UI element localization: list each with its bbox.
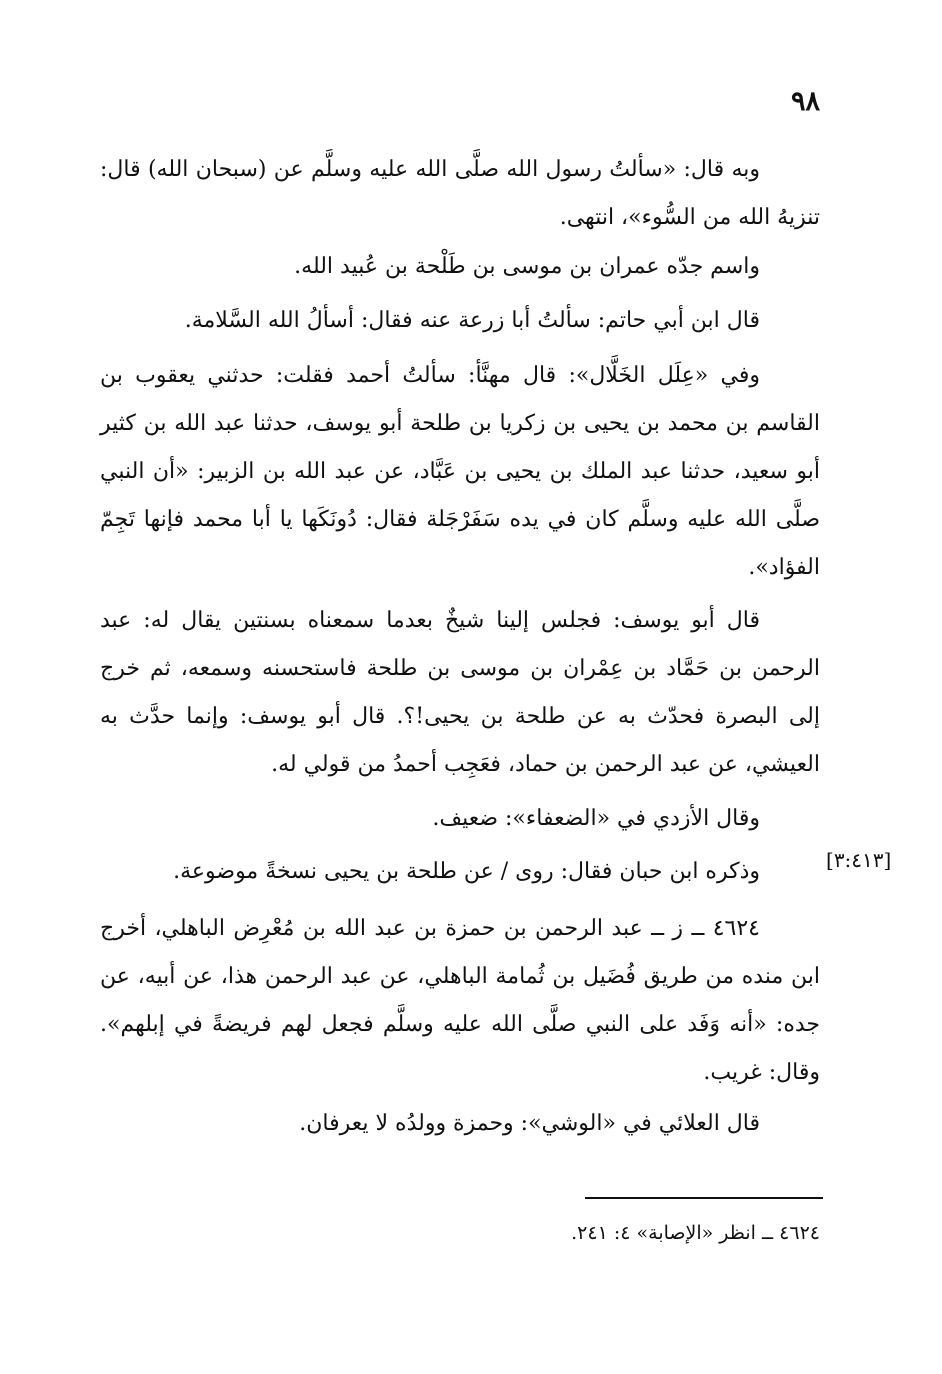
paragraph-9: قال العلائي في «الوشي»: وحمزة وولدُه لا يعرفان. [299,1111,760,1136]
paragraph-3: قال ابن أبي حاتم: سألتُ أبا زرعة عنه فقال: أسألُ الله السَّلامة. [184,308,760,333]
paragraph-2: واسم جدّه عمران بن موسى بن طَلْحة بن عُبيد الله. [294,254,760,279]
paragraph-6: وقال الأزدي في «الضعفاء»: ضعيف. [432,806,760,831]
paragraph-4: وفي «عِلَل الخَلَّال»: قال مهنَّأ: سألتُ أحمد فقلت: حدثني يعقوب بن القاسم بن محمد بن يحيى بن زكريا بن طلحة أبو يوسف، حدثنا عبد الله بن كثير أبو سعيد، حدثنا عبد الملك بن يحيى بن عَبَّاد، عن عبد الله بن الزبير: «أن النبي صلَّى الله عليه وسلَّم كان في يده سَفَرْجَلة فقال: دُونَكَها يا أبا محمد فإنها تَجِمّ الفؤاد». [100,363,820,580]
paragraph-8-entry-4624: ٤٦٢٤ ــ ز ــ عبد الرحمن بن حمزة بن عبد الله بن مُعْرِض الباهلي، أخرج ابن منده من طريق فُضَيل بن ثُمامة الباهلي، عن عبد الرحمن هذا، عن أبيه، عن جده: «أنه وَفَد على النبي صلَّى الله عليه وسلَّم فجعل لهم فريضةً في إبلهم». وقال: غريب. [100,916,820,1085]
page-number: ٩٨ [790,86,820,117]
footnote-divider [585,1197,823,1199]
paragraph-1: وبه قال: «سألتُ رسول الله صلَّى الله عليه وسلَّم عن (سبحان الله) قال: تنزيهُ الله من السُّوء»، انتهى. [100,157,820,230]
footnote: ٤٦٢٤ ــ انظر «الإصابة» ٤: ٢٤١. [571,1222,820,1244]
margin-reference: [٣:٤١٣] [826,848,892,872]
paragraph-7: وذكره ابن حبان فقال: روى / عن طلحة بن يحيى نسخةً موضوعة. [173,859,760,884]
paragraph-5: قال أبو يوسف: فجلس إلينا شيخٌ بعدما سمعناه بسنتين يقال له: عبد الرحمن بن حَمَّاد بن عِمْران بن موسى بن طلحة فاستحسنه وسمعه، ثم خرج إلى البصرة فحدّث به عن طلحة بن يحيى!؟. قال أبو يوسف: وإنما حدَّث به العيشي، عن عبد الرحمن بن حماد، فعَجِب أحمدُ من قولي له. [100,608,820,777]
